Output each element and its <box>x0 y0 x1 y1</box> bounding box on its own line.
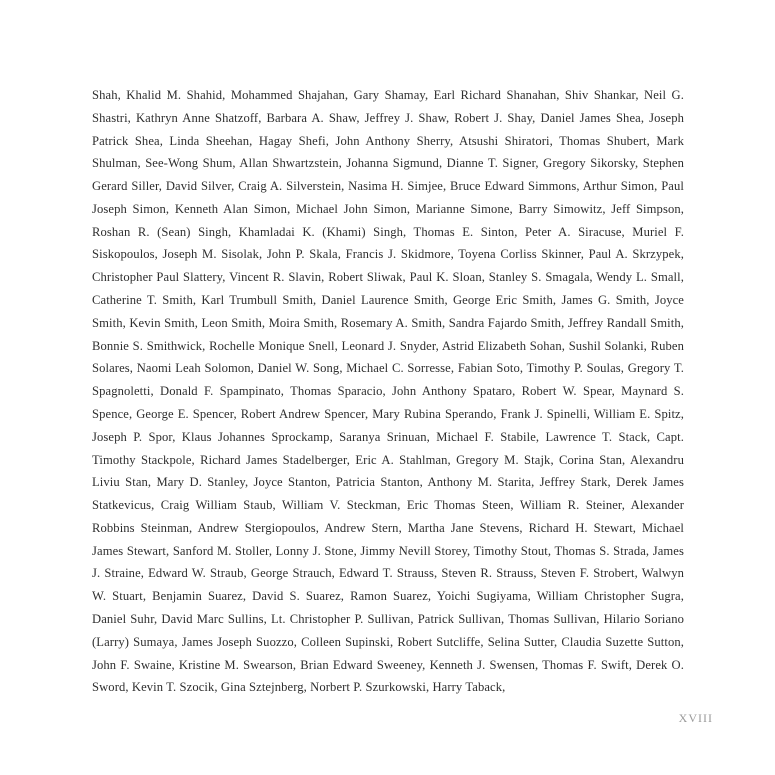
names-paragraph: Shah, Khalid M. Shahid, Mohammed Shajahan, Gary Shamay, Earl Richard Shanahan, Shiv Shankar, Neil G. Shastri, Kathryn Anne Shatzoff, Barbara A. Shaw, Jeffrey J. Shaw, Robert J. Shay, Daniel James Shea, Joseph Patrick Shea, Linda Sheehan, Hagay Shefi, John Anthony Sherry, Atsushi Shiratori, Thomas Shubert, Mark Shulman, See-Wong Shum, Allan Shwartzstein, Johanna Sigmund, Dianne T. Signer, Gregory Sikorsky, Stephen Gerard Siller, David Silver, Craig A. Silverstein, Nasima H. Simjee, Bruce Edward Simmons, Arthur Simon, Paul Joseph Simon, Kenneth Alan Simon, Michael John Simon, Marianne Simone, Barry Simowitz, Jeff Simpson, Roshan R. (Sean) Singh, Khamladai K. (Khami) Singh, Thomas E. Sinton, Peter A. Siracuse, Muriel F. Siskopoulos, Joseph M. Sisolak, John P. Skala, Francis J. Skidmore, Toyena Corliss Skinner, Paul A. Skrzypek, Christopher Paul Slattery, Vincent R. Slavin, Robert Sliwak, Paul K. Sloan, Stanley S. Smagala, Wendy L. Small, Catherine T. Smith, Karl Trumbull Smith, Daniel Laurence Smith, George Eric Smith, James G. Smith, Joyce Smith, Kevin Smith, Leon Smith, Moira Smith, Rosemary A. Smith, Sandra Fajardo Smith, Jeffrey Randall Smith, Bonnie S. Smithwick, Rochelle Monique Snell, Leonard J. Snyder, Astrid Elizabeth Sohan, Sushil Solanki, Ruben Solares, Naomi Leah Solomon, Daniel W. Song, Michael C. Sorresse, Fabian Soto, Timothy P. Soulas, Gregory T. Spagnoletti, Donald F. Spampinato, Thomas Sparacio, John Anthony Spataro, Robert W. Spear, Maynard S. Spence, George E. Spencer, Robert Andrew Spencer, Mary Rubina Sperando, Frank J. Spinelli, William E. Spitz, Joseph P. Spor, Klaus Johannes Sprockamp, Saranya Srinuan, Michael F. Stabile, Lawrence T. Stack, Capt. Timothy Stackpole, Richard James Stadelberger, Eric A. Stahlman, Gregory M. Stajk, Corina Stan, Alexandru Liviu Stan, Mary D. Stanley, Joyce Stanton, Patricia Stanton, Anthony M. Starita, Jeffrey Stark, Derek James Statkevicus, Craig William Staub, William V. Steckman, Eric Thomas Steen, William R. Steiner, Alexander Robbins Steinman, Andrew Stergiopoulos, Andrew Stern, Martha Jane Stevens, Richard H. Stewart, Michael James Stewart, Sanford M. Stoller, Lonny J. Stone, Jimmy Nevill Storey, Timothy Stout, Thomas S. Strada, James J. Straine, Edward W. Straub, George Strauch, Edward T. Strauss, Steven R. Strauss, Steven F. Strobert, Walwyn W. Stuart, Benjamin Suarez, David S. Suarez, Ramon Suarez, Yoichi Sugiyama, William Christopher Sugra, Daniel Suhr, David Marc Sullins, Lt. Christopher P. Sullivan, Patrick Sullivan, Thomas Sullivan, Hilario Soriano (Larry) Sumaya, James Joseph Suozzo, Colleen Supinski, Robert Sutcliffe, Selina Sutter, Claudia Suzette Sutton, John F. Swaine, Kristine M. Swearson, Brian Edward Sweeney, Kenneth J. Swensen, Thomas F. Swift, Derek O. Sword, Kevin T. Szocik, Gina Sztejnberg, Norbert P. Szurkowski, Harry Taback, <box>92 88 684 695</box>
page-number: XVIII <box>678 711 713 725</box>
